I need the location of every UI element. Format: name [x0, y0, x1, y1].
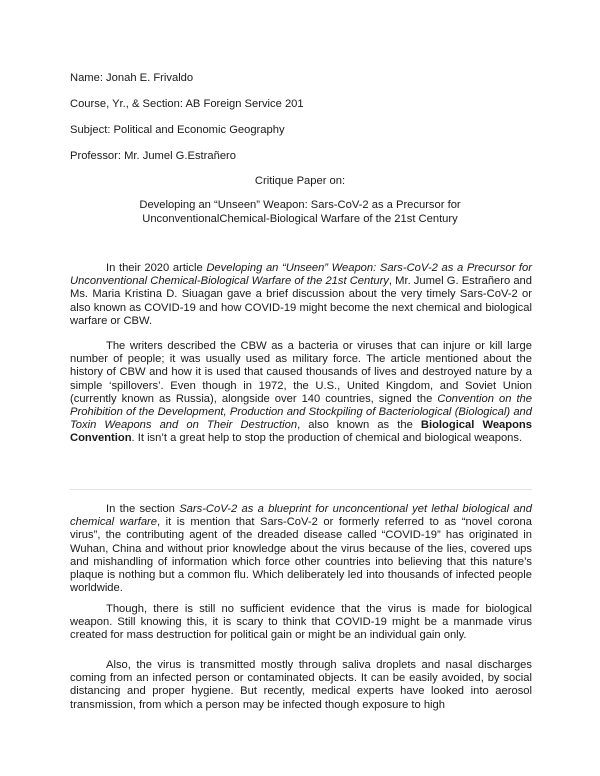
page-divider	[70, 489, 532, 490]
p2-text-e: . It isn’t a great help to stop the production of chemical and biological weapons.	[131, 432, 523, 445]
paragraph-5: Also, the virus is transmitted mostly through saliva droplets and nasal discharges coming from an infected person or contaminated objects. It can be easily avoided, by social distancing and proper hygiene. But recently, medical experts have looked into aerosol transmission, from which a person may be infected though exposure to high	[70, 659, 532, 711]
student-name: Name: Jonah E. Frivaldo	[70, 72, 194, 84]
paragraph-3	[70, 503, 532, 595]
paper-title-line-1: Developing an “Unseen” Weapon: Sars-CoV-2 as a Precursor for	[139, 199, 461, 211]
subject: Subject: Political and Economic Geography	[70, 124, 285, 136]
p2-text-a: The writers described the CBW as a bacteria or viruses that can injure or kill large number of people; it was usually used as military force. The article mentioned about the history of CBW and how it is used that caused thousands of lives and destroyed nature by a simple ‘spillovers’. Even though in 1972, the U.S., United Kingdom, and Soviet Union (currently known as Russia), alongside over 140 countries, signed the	[70, 340, 532, 405]
paragraph-1	[70, 262, 532, 328]
paper-title-line-2: UnconventionalChemical-Biological Warfare of the 21st Century	[142, 213, 458, 225]
critique-label: Critique Paper on:	[254, 175, 346, 187]
p3-text-c: , it is mention that Sars-CoV-2 or formerly referred to as “novel corona virus”, the contributing agent of the dreaded disease called “COVID-19” has originated in Wuhan, China and without prior knowledge about the virus because of the lies, covered ups and mishandling of information which force other countries into believing that this nature’s plaque is nothing but a common flu. Which deliberately led into thousands of infected people worldwide.	[70, 516, 532, 595]
course-section: Course, Yr., & Section: AB Foreign Service 201	[70, 98, 304, 110]
professor: Professor: Mr. Jumel G.Estrañero	[70, 150, 236, 162]
p3-section-title: Sars-CoV-2 as a blueprint for unconcentional yet lethal biological and chemical warfare	[70, 503, 532, 529]
p2-bwc-bold: Biological Weapons Convention	[70, 419, 532, 445]
p1-text-c: , Mr. Jumel G. Estrañero and Ms. Maria Kristina D. Siuagan gave a brief discussion about the very timely Sars-CoV-2 or also known as COVID-19 and how COVID-19 might become the next chemical and biological warfare or CBW.	[70, 275, 532, 327]
p2-convention-title: Convention on the Prohibition of the Development, Production and Stockpiling of Bacteriological (Biological) and Toxin Weapons and on Their Destruction	[70, 392, 532, 432]
p3-text-a: In the section	[106, 503, 180, 515]
paragraph-4: Though, there is still no sufficient evidence that the virus is made for biological weapon. Still knowing this, it is scary to think that COVID-19 might be a manmade virus created for mass destruction for political gain or might be an individual gain only.	[70, 603, 532, 642]
p1-text-a: In their 2020 article	[106, 262, 207, 274]
p2-text-c: , also known as the	[297, 419, 421, 432]
paragraph-2	[70, 340, 532, 446]
p1-article-title: Developing an “Unseen” Weapon: Sars-CoV-2 as a Precursor for Unconventional Chemical-Biological Warfare of the 21st Century	[70, 262, 532, 288]
